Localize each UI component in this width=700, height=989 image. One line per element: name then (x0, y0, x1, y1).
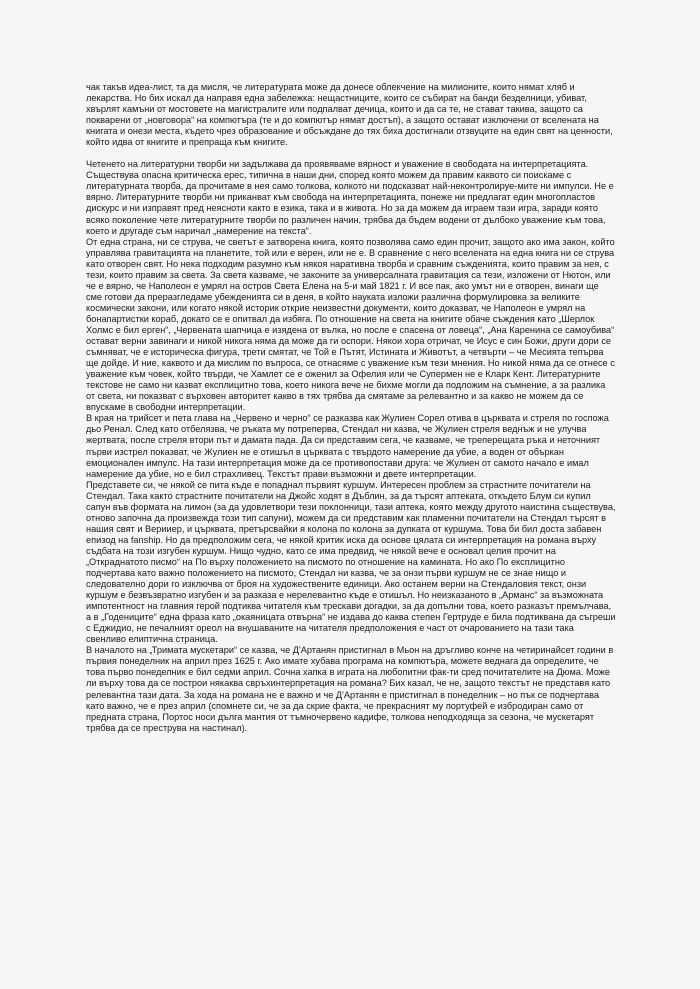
paragraph-4: В края на трийсет и пета глава на „Червено и черно“ се разказва как Жулиен Сорел отива в църквата и стреля по госпожа дьо Ренал. След като отбелязва, че ръката му потреперва, Стендал ни казва, че Жулиен стреля веднъж и не улучва жертвата, после стреля втори път и дамата пада. Да си представим сега, че казваме, че треперещата ръка и неточният първи изстрел показват, че Жулиен не е отишъл в църквата с твърдото намерение да убие, а воден от объркан емоционален импулс. На тази интерпретация може да се противопостави друга: че Жулиен от самото начало е имал намерение да убие, но е бил страхливец. Текстът прави възможни и двете интерпретации. (86, 413, 609, 479)
paragraph-3: От една страна, ни се струва, че светът е затворена книга, която позволява само един прочит, защото ако има закон, който управлява гравитацията на планетите, той или е верен, или не е. В сравнение с него вселената на една книга ни се струва като отворен свят. Но нека подходим разумно към някоя наративна творба и сравним съжденията, които правим за нея, с тези, които правим за света. За света казваме, че законите за универсалната гравитация са тези, изложени от Нютон, или че е вярно, че Наполеон е умрял на остров Света Елена на 5-и май 1821 г. И все пак, ако умът ни е отворен, винаги ще сме готови да преразгледаме убежденията си в деня, в който науката изложи различна формулировка за великите космически закони, или когато някой историк открие неизвестни документи, които доказват, че Наполеон е умрял на бонапартистки кораб, докато се е опитвал да избяга. По отношение на света на книгите обаче съждения като „Шерлок Холмс е бил ерген“, „Червената шапчица е изядена от вълка, но после е спасена от ловеца“, „Ана Каренина се самоубива“ остават верни завинаги и никой никога няма да може да ги оспори. Някои хора отричат, че Исус е син Божи, други дори се съмняват, че е историческа фигура, трети смятат, че Той е Пътят, Истината и Животът, а четвърти – че Месията тепърва ще дойде. И ние, каквото и да мислим по въпроса, се отнасяме с уважение към тези мнения. Но никой няма да се отнесе с уважение към човек, който твърди, че Хамлет се е оженил за Офелия или че Супермен не е Кларк Кент. Литературните текстове не само ни казват експлицитно това, което никога вече не бихме могли да подложим на съмнение, а за разлика от света, ни показват с върховен авторитет какво в тях трябва да смятаме за релевантно и за какво не можем да се впускаме в свободни интерпретации. (86, 236, 615, 413)
paragraph-gap (86, 148, 616, 159)
paragraph-1: чак такъв идеа-лист, та да мисля, че литературата може да донесе облекчение на милионите, които нямат хляб и лекарства. Но бих искал да направя една забележка: нещастниците, които се събират на банди безделници, убиват, хвърлят камъни от мостовете на магистралите или подпалват дечица, които и да са те, не стават такива, защото са покварени от „новговора“ на компютъра (те и до компютър нямат достъп), а защото остават изключени от вселената на книгата и онези места, където чрез образование и обсъждане до тях биха достигнали отзвуците на един свят на ценности, който идва от книгите и препраща към книгите. (86, 82, 613, 148)
document-body (86, 82, 616, 734)
paragraph-5: Представете си, че някой се пита къде е попаднал първият куршум. Интересен проблем за страстните почитатели на Стендал. Така както страстните почитатели на Джойс ходят в Дъблин, за да търсят аптеката, откъдето Блум си купил сапун във формата на лимон (за да удовлетвори тези поклонници, тази аптека, която между другото наистина съществува, отново започна да произвежда този тип сапуни), можем да си представим как пламенни почитатели на Стендал търсят в нашия свят и Верииер, и църквата, претърсвайки я колона по колона за дупката от куршума. Това би бил доста забавен епизод на fanship. Но да предположим сега, че някой критик иска да основе цялата си интерпретация на романа върху съдбата на този изгубен куршум. Нищо чудно, като се има предвид, че някой вече е основал целия прочит на „Откраднатото писмо“ на По върху положението на писмото по отношение на камината. Но ако По експлицитно подчертава като важно положението на писмото, Стендал ни казва, че за онзи първи куршум не се знае нищо и следователно дори го изключва от броя на художествените единици. Ако останем верни на Стендаловия текст, онзи куршум е безвъзвратно изгубен и за разказа е нерелевантно къде е отишъл. Но неизказаното в „Арманс“ за възможната импотентност на главния герой подтиква читателя към трескави догадки, за да допълни това, което разказът премълчава, а в „Годениците“ една фраза като „окаяницата отвърна“ не издава до каква степен Гертруде е била подтиквана да съгреши с Еджидио, не печалният ореол на внушаваните на читателя предположения е част от очарованието на тази така свенливо елиптична страница. (86, 479, 616, 645)
paragraph-6: В началото на „Тримата мускетари“ се казва, че Д'Артанян пристигнал в Мьон на дръгливо конче на четиринайсет години в първия понеделник на април през 1625 г. Ако имате хубава програма на компютъра, можете веднага да определите, че това първо понеделник е бил седми април. Сочна хапка в играта на любопитни фак-ти сред почитателите на Дюма. Може ли върху това да се построи някаква свръхинтерпретация на романа? Бих казал, че не, защото текстът не представя като релевантна тази дата. За хода на романа не е важно и че Д'Артанян е пристигнал в понеделник – но пък се подчертава като важно, че е през април (спомнете си, че за да скрие факта, че прекрасният му портуфей е избродиран само от предната страна, Портос носи дълга мантия от тъмночервено кадифе, толкова неподходяща за сезона, че мускетарят трябва да се преструва на настинал). (86, 645, 614, 733)
paragraph-2: Четенето на литературни творби ни задължава да проявяваме вярност и уважение в свободата на интерпретацията. Съществува опасна критическа ерес, типична в наши дни, според която можем да правим каквото си поискаме с литературната творба, да прочитаме в нея само толкова, колкото ни подсказват най-неконтролируе-мите ни импулси. Не е вярно. Литературните творби ни приканват към свобода на интерпретацията, понеже ни предлагат един многопластов дискурс и ни изправят пред неясноти както в езика, така и в живота. Но за да можем да играем тази игра, заради която всяко поколение чете литературните творби по различен начин, трябва да бъдем водени от дълбоко уважение към това, което и другаде съм наричал „намерение на текста“. (86, 159, 614, 236)
